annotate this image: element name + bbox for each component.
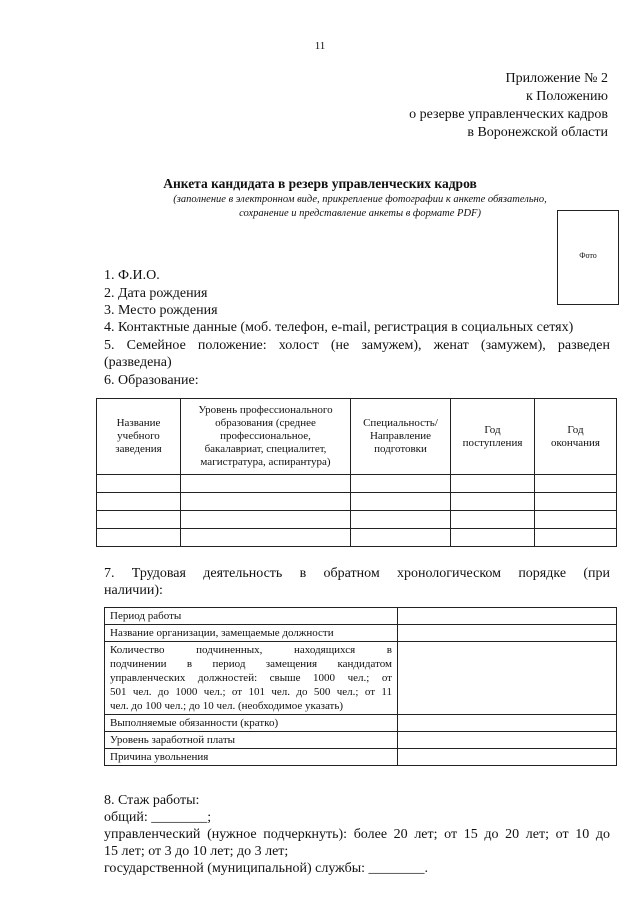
work-label: Период работы: [105, 608, 398, 625]
photo-box[interactable]: [557, 210, 619, 305]
table-cell[interactable]: [535, 529, 617, 547]
work-value-cell[interactable]: [398, 625, 617, 642]
table-cell[interactable]: [351, 529, 451, 547]
item-fio: 1. Ф.И.О.: [104, 268, 160, 283]
page-number: 11: [314, 40, 326, 52]
work-value-cell[interactable]: [398, 608, 617, 625]
table-cell[interactable]: [351, 475, 451, 493]
table-cell[interactable]: [535, 493, 617, 511]
item-work-history-cont: наличии):: [104, 583, 163, 598]
table-cell[interactable]: [535, 475, 617, 493]
item-birth-place: 3. Место рождения: [104, 303, 218, 318]
header-level: Уровень профессионального образования (среднее профессиональное, бакалавриат, специалитет, магистратура, аспирантура): [181, 399, 351, 475]
header-year-in: Год поступления: [451, 399, 535, 475]
table-cell[interactable]: [181, 475, 351, 493]
work-label: Уровень заработной платы: [105, 732, 398, 749]
table-cell[interactable]: [97, 529, 181, 547]
table-cell[interactable]: [451, 493, 535, 511]
table-cell[interactable]: [351, 511, 451, 529]
work-row-subordinates: [105, 642, 617, 715]
table-row: [97, 475, 617, 493]
item-birth-date: 2. Дата рождения: [104, 286, 208, 301]
experience-general: общий: ________;: [104, 810, 212, 825]
table-cell[interactable]: [97, 475, 181, 493]
table-cell[interactable]: [97, 511, 181, 529]
education-table: [96, 398, 617, 547]
work-value-cell[interactable]: [398, 732, 617, 749]
subtitle-line: сохранение и представление анкеты в формате PDF): [239, 208, 481, 219]
header-line: в Воронежской области: [467, 125, 608, 140]
table-row: [97, 511, 617, 529]
item-experience: 8. Стаж работы:: [104, 793, 200, 808]
work-row-dismissal: [105, 749, 617, 766]
item-contacts: 4. Контактные данные (моб. телефон, e-mail, регистрация в социальных сетях): [104, 320, 574, 335]
experience-management-cont: 15 лет; от 3 до 10 лет; до 3 лет;: [104, 844, 289, 859]
experience-management: управленческий (нужное подчеркнуть): более 20 лет; от 15 до 20 лет; от 10 до: [104, 827, 610, 842]
table-row: [97, 529, 617, 547]
work-value-cell[interactable]: [398, 715, 617, 732]
work-row-salary: [105, 732, 617, 749]
table-cell[interactable]: [535, 511, 617, 529]
table-cell[interactable]: [451, 475, 535, 493]
work-table: [104, 607, 617, 766]
work-label: Выполняемые обязанности (кратко): [105, 715, 398, 732]
table-cell[interactable]: [451, 529, 535, 547]
header-line: Приложение № 2: [505, 71, 608, 86]
table-cell[interactable]: [97, 493, 181, 511]
education-header-row: [97, 399, 617, 475]
table-cell[interactable]: [451, 511, 535, 529]
appendix-header: [409, 70, 608, 142]
work-label: Количество подчиненных, находящихся в подчинении в период замещения кандидатом управленческих должностей: свыше 1000 чел.; от 501 чел. до 1000 чел.; от 101 чел. до 500 чел.; от 11 чел. до 100 чел.; до 10 чел. (необходимое указать): [105, 642, 398, 715]
photo-label: Фото: [579, 251, 597, 260]
work-label: Название организации, замещаемые должности: [105, 625, 398, 642]
table-cell[interactable]: [181, 493, 351, 511]
experience-civil-service: государственной (муниципальной) службы: ________.: [104, 861, 429, 876]
item-family-status: 5. Семейное положение: холост (не замужем), женат (замужем), разведен: [104, 338, 610, 353]
table-cell[interactable]: [181, 511, 351, 529]
header-specialty: Специальность/ Направление подготовки: [351, 399, 451, 475]
subtitle-line: (заполнение в электронном виде, прикрепление фотографии к анкете обязательно,: [173, 194, 547, 205]
work-row-period: [105, 608, 617, 625]
header-institution: Название учебного заведения: [97, 399, 181, 475]
header-line: о резерве управленческих кадров: [409, 107, 608, 122]
table-cell[interactable]: [351, 493, 451, 511]
work-row-duties: [105, 715, 617, 732]
header-year-out: Год окончания: [535, 399, 617, 475]
table-cell[interactable]: [181, 529, 351, 547]
item-family-status-cont: (разведена): [104, 355, 172, 370]
form-title: Анкета кандидата в резерв управленческих кадров: [163, 176, 477, 191]
table-row: [97, 493, 617, 511]
work-row-org: [105, 625, 617, 642]
item-education: 6. Образование:: [104, 373, 199, 388]
header-line: к Положению: [525, 89, 608, 104]
form-subtitle: [100, 193, 620, 221]
work-value-cell[interactable]: [398, 749, 617, 766]
item-work-history: 7. Трудовая деятельность в обратном хронологическом порядке (при: [104, 566, 610, 581]
work-label: Причина увольнения: [105, 749, 398, 766]
work-value-cell[interactable]: [398, 642, 617, 715]
